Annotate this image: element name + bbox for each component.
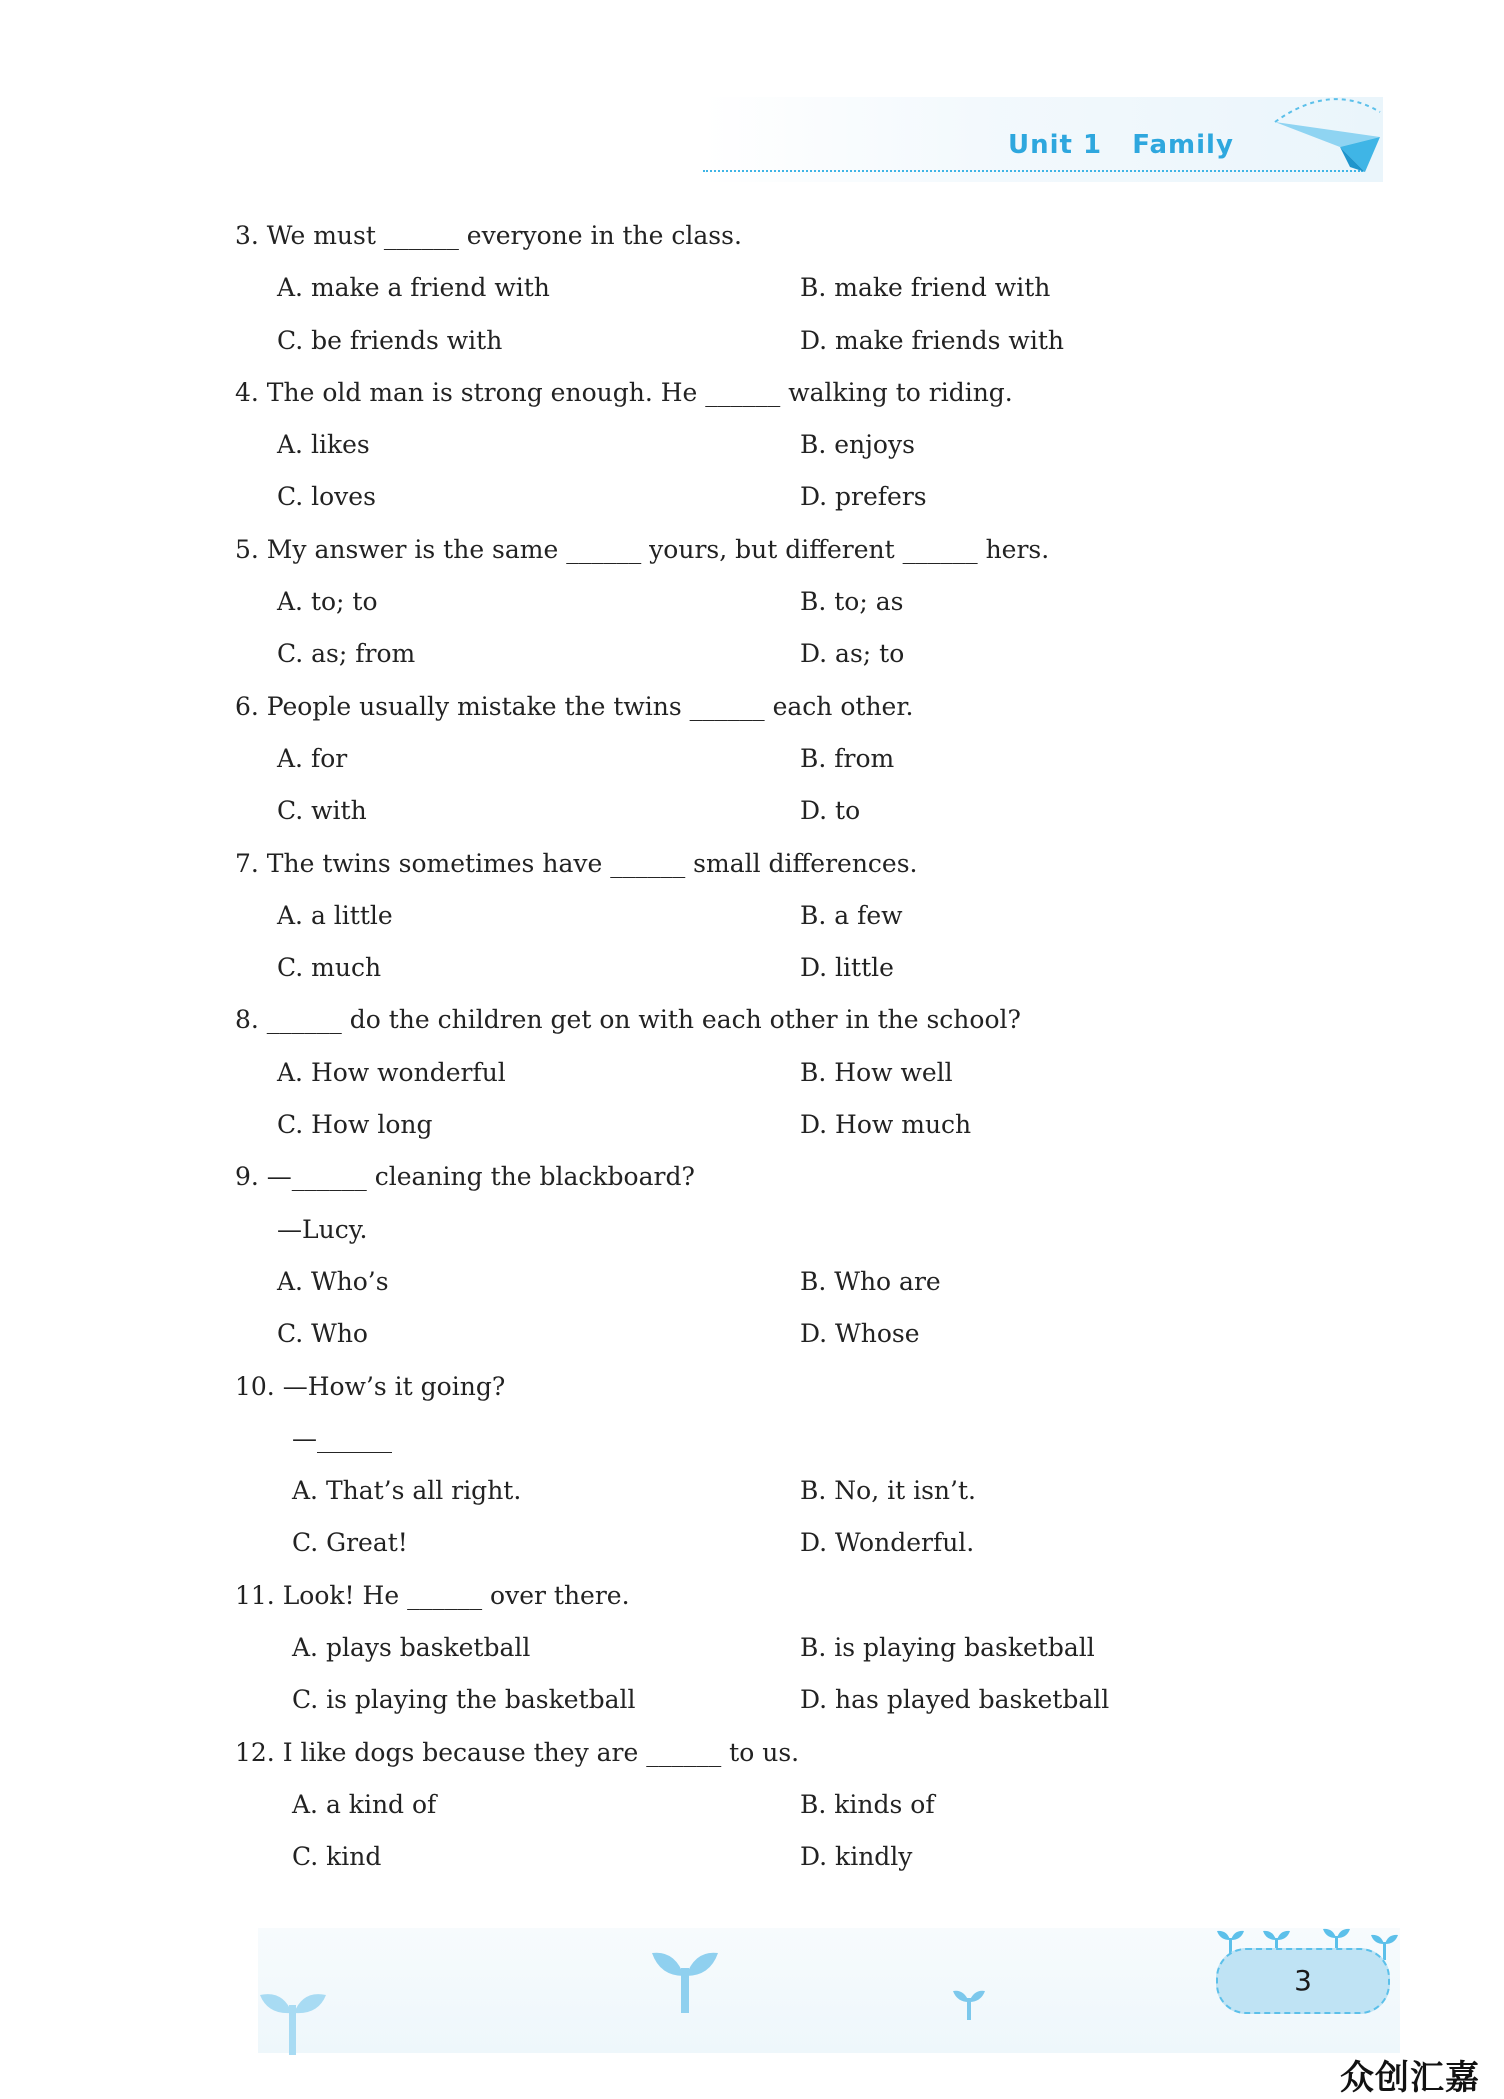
- options-row: [235, 315, 1335, 367]
- sprout-icon: [952, 1988, 986, 2020]
- options-row: [235, 1622, 1335, 1674]
- option-b: B. from: [800, 743, 895, 773]
- option-d: D. kindly: [800, 1842, 913, 1872]
- options-row: [235, 733, 1335, 785]
- option-a: A. a kind of: [292, 1789, 437, 1819]
- question-9: 9. —______ cleaning the blackboard?: [235, 1162, 695, 1192]
- option-c: C. How long: [277, 1110, 433, 1140]
- option-d: D. to: [800, 796, 861, 826]
- options-row: [235, 890, 1335, 942]
- option-c: C. much: [277, 953, 382, 983]
- sprout-icon: [650, 1948, 720, 2013]
- options-row: [235, 1779, 1335, 1831]
- option-a: A. make a friend with: [277, 273, 550, 303]
- option-c: C. as; from: [277, 639, 416, 669]
- option-d: D. prefers: [800, 482, 927, 512]
- option-d: D. Wonderful.: [800, 1528, 975, 1558]
- option-b: B. kinds of: [800, 1789, 935, 1819]
- question-10: 10. —How’s it going?: [235, 1371, 506, 1401]
- options-row: [235, 942, 1335, 994]
- option-a: A. That’s all right.: [292, 1476, 522, 1506]
- question-11: 11. Look! He ______ over there.: [235, 1580, 630, 1610]
- watermark: 众创汇嘉: [1340, 2058, 1480, 2098]
- question-7: 7. The twins sometimes have ______ small differences.: [235, 848, 918, 878]
- options-row: [235, 1047, 1335, 1099]
- question-10-reply: —______: [292, 1423, 392, 1453]
- option-d: D. make friends with: [800, 325, 1064, 355]
- option-b: B. is playing basketball: [800, 1633, 1095, 1663]
- option-a: A. plays basketball: [292, 1633, 531, 1663]
- options-row: [235, 1674, 1335, 1726]
- sprout-icon: [258, 1985, 328, 2055]
- option-c: C. be friends with: [277, 325, 503, 355]
- question-6: 6. People usually mistake the twins ______ each other.: [235, 691, 914, 721]
- option-b: B. make friend with: [800, 273, 1051, 303]
- question-list: [235, 210, 1335, 1884]
- header-dotted-line: [703, 170, 1363, 172]
- option-b: B. a few: [800, 900, 903, 930]
- question-4: 4. The old man is strong enough. He ______ walking to riding.: [235, 377, 1013, 407]
- options-row: [235, 576, 1335, 628]
- option-a: A. Who’s: [277, 1266, 389, 1296]
- option-b: B. No, it isn’t.: [800, 1476, 976, 1506]
- option-b: B. How well: [800, 1057, 953, 1087]
- question-12: 12. I like dogs because they are ______ to us.: [235, 1737, 800, 1767]
- options-row: [235, 1099, 1335, 1151]
- options-row: [235, 1831, 1335, 1883]
- options-row: [235, 1256, 1335, 1308]
- option-c: C. loves: [277, 482, 376, 512]
- option-d: D. How much: [800, 1110, 972, 1140]
- question-8: 8. ______ do the children get on with each other in the school?: [235, 1005, 1021, 1035]
- option-d: D. as; to: [800, 639, 905, 669]
- option-c: C. Who: [277, 1319, 368, 1349]
- option-a: A. a little: [277, 900, 393, 930]
- option-a: A. to; to: [277, 587, 378, 617]
- options-row: [235, 1308, 1335, 1360]
- option-b: B. Who are: [800, 1266, 941, 1296]
- options-row: [235, 1517, 1335, 1569]
- option-d: D. has played basketball: [800, 1685, 1110, 1715]
- option-d: D. Whose: [800, 1319, 920, 1349]
- paper-plane-icon: [1270, 92, 1390, 182]
- option-a: A. How wonderful: [277, 1057, 506, 1087]
- options-row: [235, 1465, 1335, 1517]
- question-5: 5. My answer is the same ______ yours, but different ______ hers.: [235, 534, 1050, 564]
- option-c: C. is playing the basketball: [292, 1685, 636, 1715]
- option-d: D. little: [800, 953, 894, 983]
- option-a: A. likes: [277, 430, 370, 460]
- question-3: 3. We must ______ everyone in the class.: [235, 221, 742, 250]
- options-row: [235, 471, 1335, 523]
- question-9-reply: —Lucy.: [277, 1214, 368, 1244]
- options-row: [235, 628, 1335, 680]
- option-a: A. for: [277, 743, 348, 773]
- option-b: B. enjoys: [800, 430, 915, 460]
- option-c: C. Great!: [292, 1528, 408, 1558]
- options-row: [235, 785, 1335, 837]
- option-c: C. kind: [292, 1842, 382, 1872]
- option-b: B. to; as: [800, 587, 904, 617]
- page-number: 3: [1216, 1948, 1390, 2014]
- option-c: C. with: [277, 796, 367, 826]
- options-row: [235, 419, 1335, 471]
- options-row: [235, 262, 1335, 314]
- unit-title: Unit 1 Family: [1008, 130, 1234, 160]
